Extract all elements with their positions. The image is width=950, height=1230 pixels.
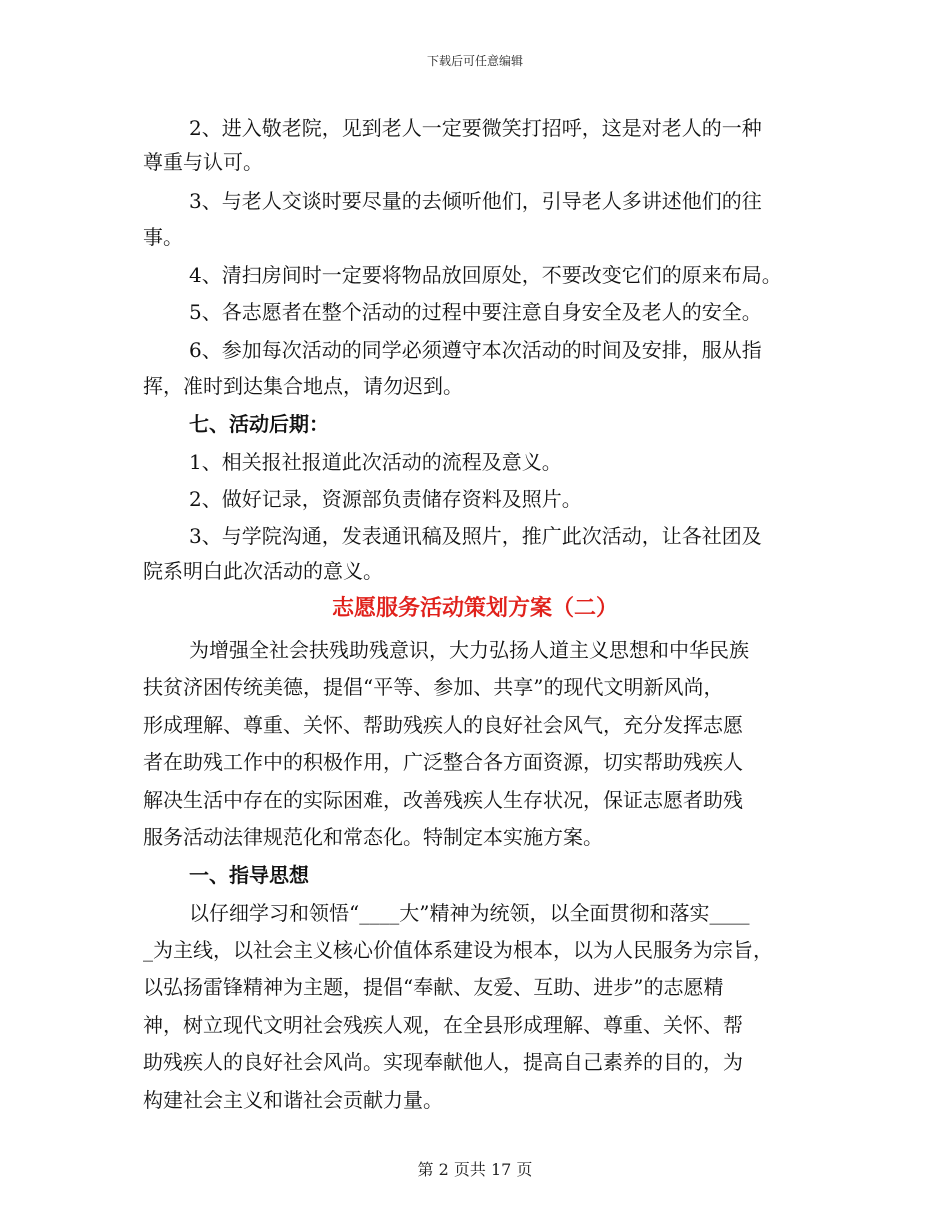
guiding-line-4: 神，树立现代文明社会残疾人观，在全县形成理解、尊重、关怀、帮	[143, 1013, 743, 1037]
intro-line-6: 服务活动法律规范化和常态化。特制定本实施方案。	[143, 825, 603, 849]
followup-item-3-line-2: 院系明白此次活动的意义。	[143, 559, 383, 583]
item-6-line-2: 挥，准时到达集合地点，请勿迟到。	[143, 374, 463, 398]
item-3-line-2: 事。	[143, 225, 183, 249]
item-2-line-2: 尊重与认可。	[143, 150, 263, 174]
intro-line-2: 扶贫济困传统美德，提倡“平等、参加、共享”的现代文明新风尚，	[143, 675, 724, 699]
item-3-line-1: 3、与老人交谈时要尽量的去倾听他们，引导老人多讲述他们的往	[189, 189, 762, 213]
guiding-line-2: _为主线，以社会主义核心价值体系建设为根本，以为人民服务为宗旨，	[143, 938, 773, 962]
item-4: 4、清扫房间时一定要将物品放回原处，不要改变它们的原来布局。	[189, 263, 782, 287]
guiding-line-5: 助残疾人的良好社会风尚。实现奉献他人，提高自己素养的目的，为	[143, 1050, 743, 1074]
intro-line-1: 为增强全社会扶残助残意识，大力弘扬人道主义思想和中华民族	[189, 638, 749, 662]
page-footer: 第 2 页共 17 页	[417, 1160, 533, 1179]
intro-line-4: 者在助残工作中的积极作用，广泛整合各方面资源，切实帮助残疾人	[143, 750, 743, 774]
followup-item-3-line-1: 3、与学院沟通，发表通讯稿及照片，推广此次活动，让各社团及	[189, 524, 762, 548]
item-6-line-1: 6、参加每次活动的同学必须遵守本次活动的时间及安排，服从指	[189, 338, 762, 362]
item-5: 5、各志愿者在整个活动的过程中要注意自身安全及老人的安全。	[189, 300, 762, 324]
followup-item-2: 2、做好记录，资源部负责储存资料及照片。	[189, 487, 582, 511]
page-header: 下载后可任意编辑	[426, 54, 523, 68]
section-heading-1: 一、指导思想	[189, 863, 309, 887]
guiding-line-3: 以弘扬雷锋精神为主题，提倡“奉献、友爱、互助、进步”的志愿精	[143, 975, 724, 999]
item-2-line-1: 2、进入敬老院，见到老人一定要微笑打招呼，这是对老人的一种	[189, 116, 762, 140]
guiding-line-6: 构建社会主义和谐社会贡献力量。	[143, 1088, 443, 1112]
section-heading-7: 七、活动后期：	[189, 412, 329, 436]
intro-line-3: 形成理解、尊重、关怀、帮助残疾人的良好社会风气，充分发挥志愿	[143, 713, 743, 737]
document-title: 志愿服务活动策划方案（二）	[331, 595, 618, 621]
followup-item-1: 1、相关报社报道此次活动的流程及意义。	[189, 450, 562, 474]
intro-line-5: 解决生活中存在的实际困难，改善残疾人生存状况，保证志愿者助残	[143, 788, 743, 812]
guiding-line-1: 以仔细学习和领悟“____大”精神为统领，以全面贯彻和落实____	[189, 901, 750, 925]
